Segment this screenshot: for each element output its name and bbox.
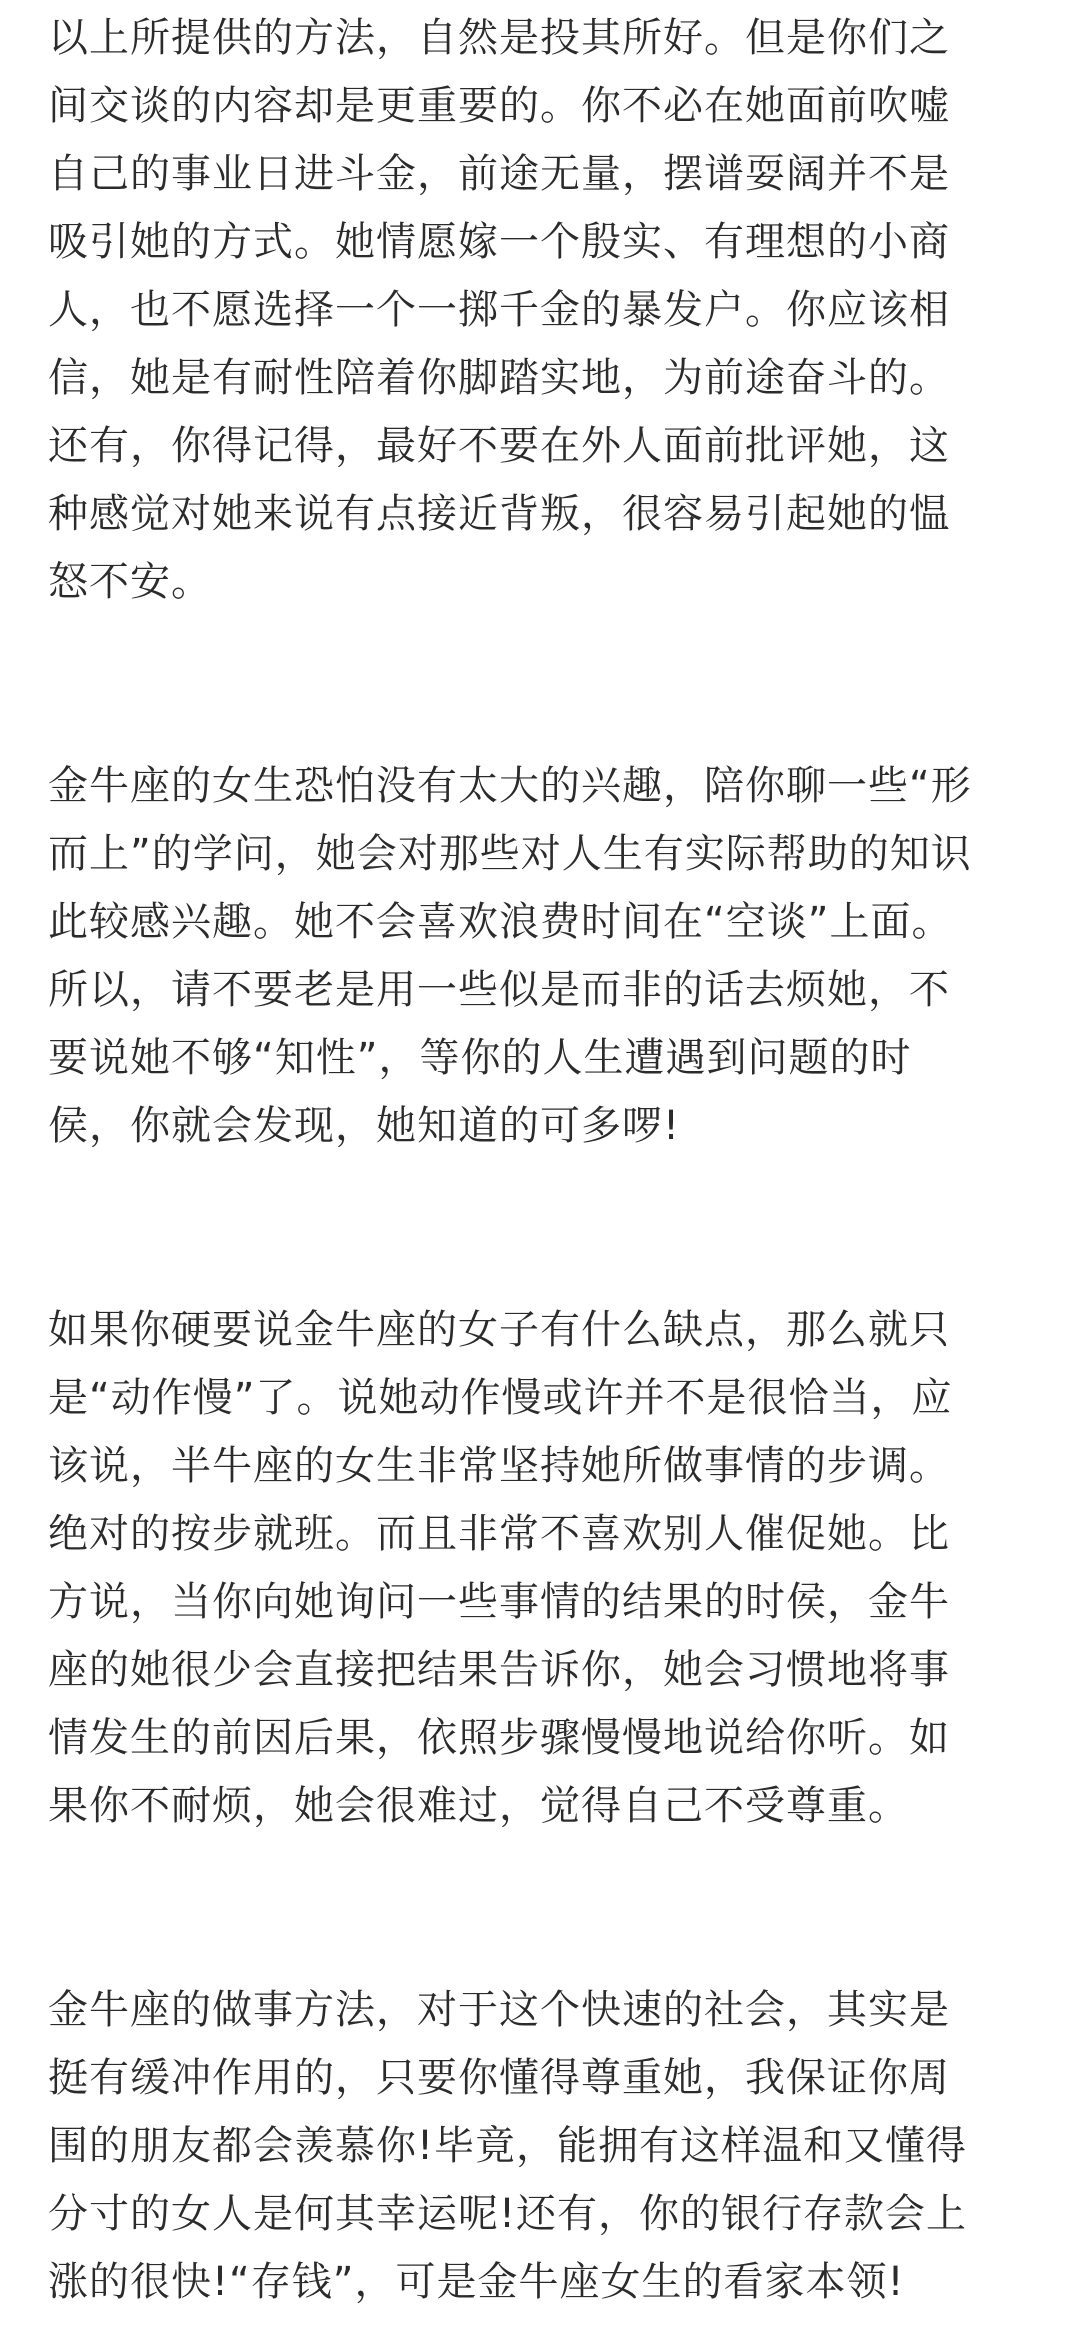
text-line: 如果你硬要说金牛座的女子有什么缺点，那么就只 xyxy=(48,1307,950,1353)
text-line: 人，也不愿选择一个一掷千金的暴发户。你应该相 xyxy=(48,287,950,333)
text-line: 绝对的按步就班。而且非常不喜欢别人催促她。比 xyxy=(48,1511,950,1557)
article-body xyxy=(48,4,1044,2316)
paragraph-spacer xyxy=(48,616,1044,752)
text-line: 而上”的学问，她会对那些对人生有实际帮助的知识 xyxy=(48,831,972,877)
paragraph-1 xyxy=(48,4,1044,616)
text-line: 座的她很少会直接把结果告诉你，她会习惯地将事 xyxy=(48,1647,950,1693)
text-line: 果你不耐烦，她会很难过，觉得自己不受尊重。 xyxy=(48,1783,909,1829)
text-line: 情发生的前因后果，依照步骤慢慢地说给你听。如 xyxy=(48,1715,950,1761)
text-line: 以上所提供的方法，自然是投其所好。但是你们之 xyxy=(48,15,950,61)
text-line: 挺有缓冲作用的，只要你懂得尊重她，我保证你周 xyxy=(48,2055,950,2101)
text-line: 涨的很快!“存钱”，可是金牛座女生的看家本领! xyxy=(48,2259,905,2305)
text-line: 是“动作慢”了。说她动作慢或许并不是很恰当，应 xyxy=(48,1375,953,1421)
paragraph-2 xyxy=(48,752,1044,1160)
text-line: 侯，你就会发现，她知道的可多啰! xyxy=(48,1103,681,1149)
text-line: 吸引她的方式。她情愿嫁一个殷实、有理想的小商 xyxy=(48,219,950,265)
text-line: 此较感兴趣。她不会喜欢浪费时间在“空谈”上面。 xyxy=(48,899,953,945)
text-line: 自己的事业日进斗金，前途无量，摆谱耍阔并不是 xyxy=(48,151,950,197)
text-line: 间交谈的内容却是更重要的。你不必在她面前吹嘘 xyxy=(48,83,950,129)
text-line: 围的朋友都会羡慕你!毕竟，能拥有这样温和又懂得 xyxy=(48,2123,968,2169)
paragraph-spacer xyxy=(48,1160,1044,1296)
text-line: 怒不安。 xyxy=(48,559,212,605)
paragraph-3 xyxy=(48,1296,1044,1840)
paragraph-spacer xyxy=(48,1840,1044,1976)
paragraph-4 xyxy=(48,1976,1044,2316)
text-line: 信，她是有耐性陪着你脚踏实地，为前途奋斗的。 xyxy=(48,355,950,401)
text-line: 金牛座的女生恐怕没有太大的兴趣，陪你聊一些“形 xyxy=(48,763,972,809)
text-line: 所以，请不要老是用一些似是而非的话去烦她，不 xyxy=(48,967,950,1013)
text-line: 该说，半牛座的女生非常坚持她所做事情的步调。 xyxy=(48,1443,950,1489)
text-line: 还有，你得记得，最好不要在外人面前批评她，这 xyxy=(48,423,950,469)
text-line: 分寸的女人是何其幸运呢!还有，你的银行存款会上 xyxy=(48,2191,968,2237)
text-line: 要说她不够“知性”，等你的人生遭遇到问题的时 xyxy=(48,1035,912,1081)
text-line: 金牛座的做事方法，对于这个快速的社会，其实是 xyxy=(48,1987,950,2033)
text-line: 种感觉对她来说有点接近背叛，很容易引起她的愠 xyxy=(48,491,950,537)
text-line: 方说，当你向她询问一些事情的结果的时侯，金牛 xyxy=(48,1579,950,1625)
